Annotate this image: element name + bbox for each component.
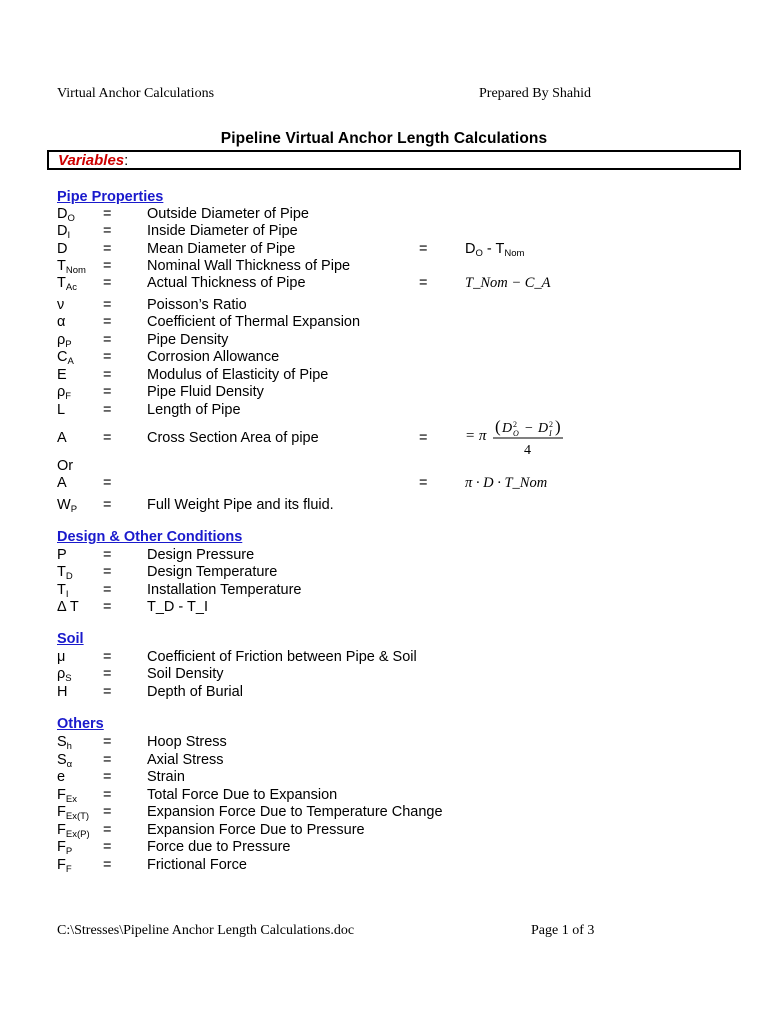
description: Cross Section Area of pipe <box>147 430 319 446</box>
equals-formula: = <box>419 475 428 491</box>
equals-formula: = <box>419 430 428 446</box>
equals: = <box>103 314 112 330</box>
svg-text:4: 4 <box>524 443 531 458</box>
variables-label: Variables: <box>58 152 129 169</box>
equals: = <box>103 547 112 563</box>
description: Coefficient of Friction between Pipe & Soil <box>147 649 417 665</box>
equals: = <box>103 206 112 222</box>
description: Design Pressure <box>147 547 255 563</box>
symbol: D <box>57 241 68 257</box>
description: Poisson’s Ratio <box>147 297 247 313</box>
description: Nominal Wall Thickness of Pipe <box>147 258 351 274</box>
description: Axial Stress <box>147 752 224 768</box>
description: Coefficient of Thermal Expansion <box>147 314 361 330</box>
description: Force due to Pressure <box>147 839 291 855</box>
symbol: μ <box>57 649 66 665</box>
equals: = <box>103 804 112 820</box>
document-title: Pipeline Virtual Anchor Length Calculations <box>220 130 548 147</box>
symbol: $F_F$ <box>57 857 72 875</box>
symbol: A <box>57 430 67 446</box>
description: Design Temperature <box>147 564 278 580</box>
section-heading-pipe-properties: Pipe Properties <box>57 189 164 205</box>
equals: = <box>103 839 112 855</box>
equals: = <box>103 384 112 400</box>
equals: = <box>103 223 112 239</box>
symbol: $F_{Ex(T)}$ <box>57 804 90 822</box>
description: Expansion Force Due to Pressure <box>147 822 365 838</box>
equals: = <box>103 430 112 446</box>
equals: = <box>103 564 112 580</box>
equals: = <box>103 367 112 383</box>
symbol: A <box>57 475 67 491</box>
equals: = <box>103 857 112 873</box>
symbol: $T_D$ <box>57 564 73 582</box>
symbol: $W_P$ <box>57 497 78 515</box>
symbol: $D_I$ <box>57 223 71 241</box>
description: Total Force Due to Expansion <box>147 787 338 803</box>
description: Depth of Burial <box>147 684 243 700</box>
symbol: $\rho_F$ <box>57 384 72 402</box>
svg-text:2: 2 <box>549 420 553 429</box>
equals: = <box>103 599 112 615</box>
header-left: Virtual Anchor Calculations <box>57 86 215 101</box>
equals-formula: = <box>419 275 428 291</box>
description: Strain <box>147 769 185 785</box>
svg-text:): ) <box>555 418 561 436</box>
variables-box <box>47 150 741 170</box>
equals: = <box>103 297 112 313</box>
equals: = <box>103 684 112 700</box>
description: Expansion Force Due to Temperature Change <box>147 804 443 820</box>
symbol: $T_I$ <box>57 582 69 600</box>
equals: = <box>103 769 112 785</box>
svg-text:D: D <box>538 421 549 436</box>
equals: = <box>103 349 112 365</box>
equals: = <box>103 822 112 838</box>
symbol: ν <box>57 297 65 313</box>
description: Mean Diameter of Pipe <box>147 241 296 257</box>
description: Full Weight Pipe and its fluid. <box>147 497 334 513</box>
description: Corrosion Allowance <box>147 349 280 365</box>
equals: = <box>103 332 112 348</box>
equals: = <box>103 752 112 768</box>
svg-text:= π: = π <box>465 428 487 444</box>
equals: = <box>103 475 112 491</box>
description: Hoop Stress <box>147 734 227 750</box>
symbol: Δ T <box>57 599 79 615</box>
description: Modulus of Elasticity of Pipe <box>147 367 329 383</box>
section-heading-soil: Soil <box>57 631 84 647</box>
equals: = <box>103 497 112 513</box>
description: Actual Thickness of Pipe <box>147 275 306 291</box>
formula-area-alt: π · D · T_Nom <box>465 475 548 491</box>
description: Frictional Force <box>147 857 247 873</box>
header-right: Prepared By Shahid <box>479 86 591 101</box>
svg-text:D: D <box>502 421 513 436</box>
symbol: $T_{Nom}$ <box>57 258 86 276</box>
description: T_D - T_I <box>147 599 208 615</box>
description: Inside Diameter of Pipe <box>147 223 298 239</box>
symbol: $C_A$ <box>57 349 74 367</box>
description: Installation Temperature <box>147 582 302 598</box>
svg-text:I: I <box>549 429 552 438</box>
section-heading-design-conditions: Design & Other Conditions <box>57 529 243 545</box>
symbol: $T_{Ac}$ <box>57 275 77 293</box>
symbol: $\rho_P$ <box>57 332 72 350</box>
equals: = <box>103 734 112 750</box>
equals: = <box>103 275 112 291</box>
symbol: L <box>57 402 66 418</box>
equals: = <box>103 402 112 418</box>
description: Soil Density <box>147 666 224 682</box>
symbol: $F_P$ <box>57 839 73 857</box>
symbol: $S_h$ <box>57 734 72 752</box>
equals: = <box>103 241 112 257</box>
equals: = <box>103 787 112 803</box>
symbol: $F_{Ex}$ <box>57 787 77 805</box>
description: Pipe Density <box>147 332 229 348</box>
symbol: H <box>57 684 68 700</box>
equals: = <box>103 649 112 665</box>
svg-text:−: − <box>525 421 533 436</box>
footer-file-path: C:\Stresses\Pipeline Anchor Length Calculations.doc <box>57 923 355 938</box>
svg-text:(: ( <box>495 418 501 436</box>
equals-formula: = <box>419 241 428 257</box>
symbol: α <box>57 314 66 330</box>
symbol: e <box>57 769 66 785</box>
symbol: P <box>57 547 67 563</box>
description: Outside Diameter of Pipe <box>147 206 309 222</box>
section-heading-others: Others <box>57 716 104 732</box>
symbol: $\rho_S$ <box>57 666 72 684</box>
description: Length of Pipe <box>147 402 241 418</box>
equals: = <box>103 666 112 682</box>
symbol: $D_O$ <box>57 206 75 224</box>
symbol: E <box>57 367 67 383</box>
area-fraction-graphic <box>465 418 615 462</box>
or-label: Or <box>57 458 74 474</box>
formula-area-fraction <box>465 418 615 462</box>
symbol: $S_\alpha$ <box>57 752 73 770</box>
svg-text:2: 2 <box>513 420 517 429</box>
formula-actual-thickness: T_Nom − C_A <box>465 275 551 291</box>
symbol: $F_{Ex(P)}$ <box>57 822 90 840</box>
equals: = <box>103 582 112 598</box>
equals: = <box>103 258 112 274</box>
footer-page-number: Page 1 of 3 <box>531 923 595 938</box>
description: Pipe Fluid Density <box>147 384 264 400</box>
formula-mean-diameter: $D_O - T_{Nom}$ <box>465 241 525 259</box>
svg-text:O: O <box>513 429 519 438</box>
